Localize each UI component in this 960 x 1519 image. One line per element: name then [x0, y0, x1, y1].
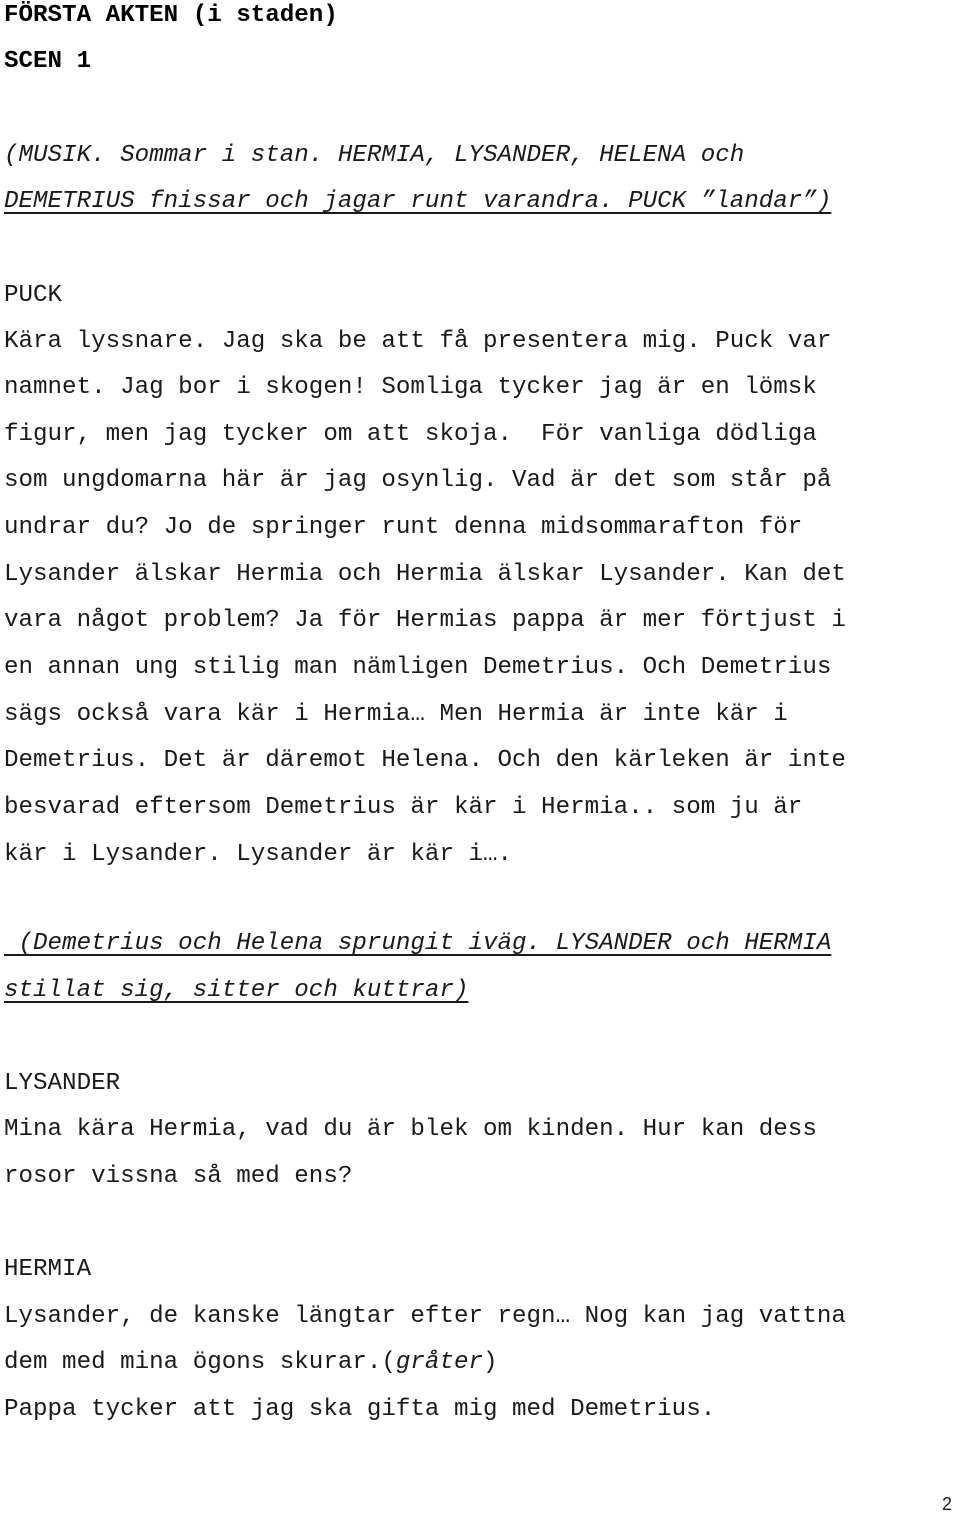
- inline-stage-direction: gråter: [395, 1349, 483, 1376]
- dialogue-line: Pappa tycker att jag ska gifta mig med Demetrius.: [4, 1396, 716, 1423]
- scene-heading: SCEN 1: [4, 48, 92, 75]
- dialogue-line: besvarad eftersom Demetrius är kär i Hermia.. som ju är: [4, 794, 803, 821]
- dialogue-line: som ungdomarna här är jag osynlig. Vad är det som står på: [4, 467, 832, 494]
- dialogue-line: Kära lyssnare. Jag ska be att få presentera mig. Puck var: [4, 328, 832, 355]
- dialogue-text: dem med mina ögons skurar.(: [4, 1349, 396, 1376]
- dialogue-line: kär i Lysander. Lysander är kär i….: [4, 841, 513, 868]
- stage-direction-line: DEMETRIUS fnissar och jagar runt varandra. PUCK ”landar”): [4, 188, 832, 215]
- dialogue-line: Demetrius. Det är däremot Helena. Och den kärleken är inte: [4, 747, 846, 774]
- speaker-lysander: LYSANDER: [4, 1070, 121, 1097]
- dialogue-line: Mina kära Hermia, vad du är blek om kinden. Hur kan dess: [4, 1116, 817, 1143]
- dialogue-line: rosor vissna så med ens?: [4, 1163, 353, 1190]
- page-number: 2: [941, 1494, 952, 1514]
- dialogue-line: Lysander, de kanske längtar efter regn… Nog kan jag vattna: [4, 1303, 846, 1330]
- stage-direction-line: (MUSIK. Sommar i stan. HERMIA, LYSANDER, HELENA och: [4, 142, 745, 169]
- dialogue-line: [4, 1348, 498, 1378]
- speaker-hermia: HERMIA: [4, 1256, 92, 1283]
- dialogue-line: sägs också vara kär i Hermia… Men Hermia är inte kär i: [4, 701, 788, 728]
- dialogue-line: figur, men jag tycker om att skoja. För vanliga dödliga: [4, 421, 817, 448]
- speaker-puck: PUCK: [4, 282, 63, 309]
- act-heading: FÖRSTA AKTEN (i staden): [4, 2, 338, 29]
- dialogue-line: namnet. Jag bor i skogen! Somliga tycker jag är en lömsk: [4, 374, 817, 401]
- dialogue-line: undrar du? Jo de springer runt denna midsommarafton för: [4, 514, 803, 541]
- stage-direction-line: (Demetrius och Helena sprungit iväg. LYSANDER och HERMIA: [4, 930, 832, 957]
- dialogue-line: en annan ung stilig man nämligen Demetrius. Och Demetrius: [4, 654, 832, 681]
- dialogue-line: vara något problem? Ja för Hermias pappa är mer förtjust i: [4, 607, 846, 634]
- dialogue-text: ): [483, 1349, 498, 1376]
- stage-direction-line: stillat sig, sitter och kuttrar): [4, 977, 469, 1004]
- dialogue-line: Lysander älskar Hermia och Hermia älskar Lysander. Kan det: [4, 561, 846, 588]
